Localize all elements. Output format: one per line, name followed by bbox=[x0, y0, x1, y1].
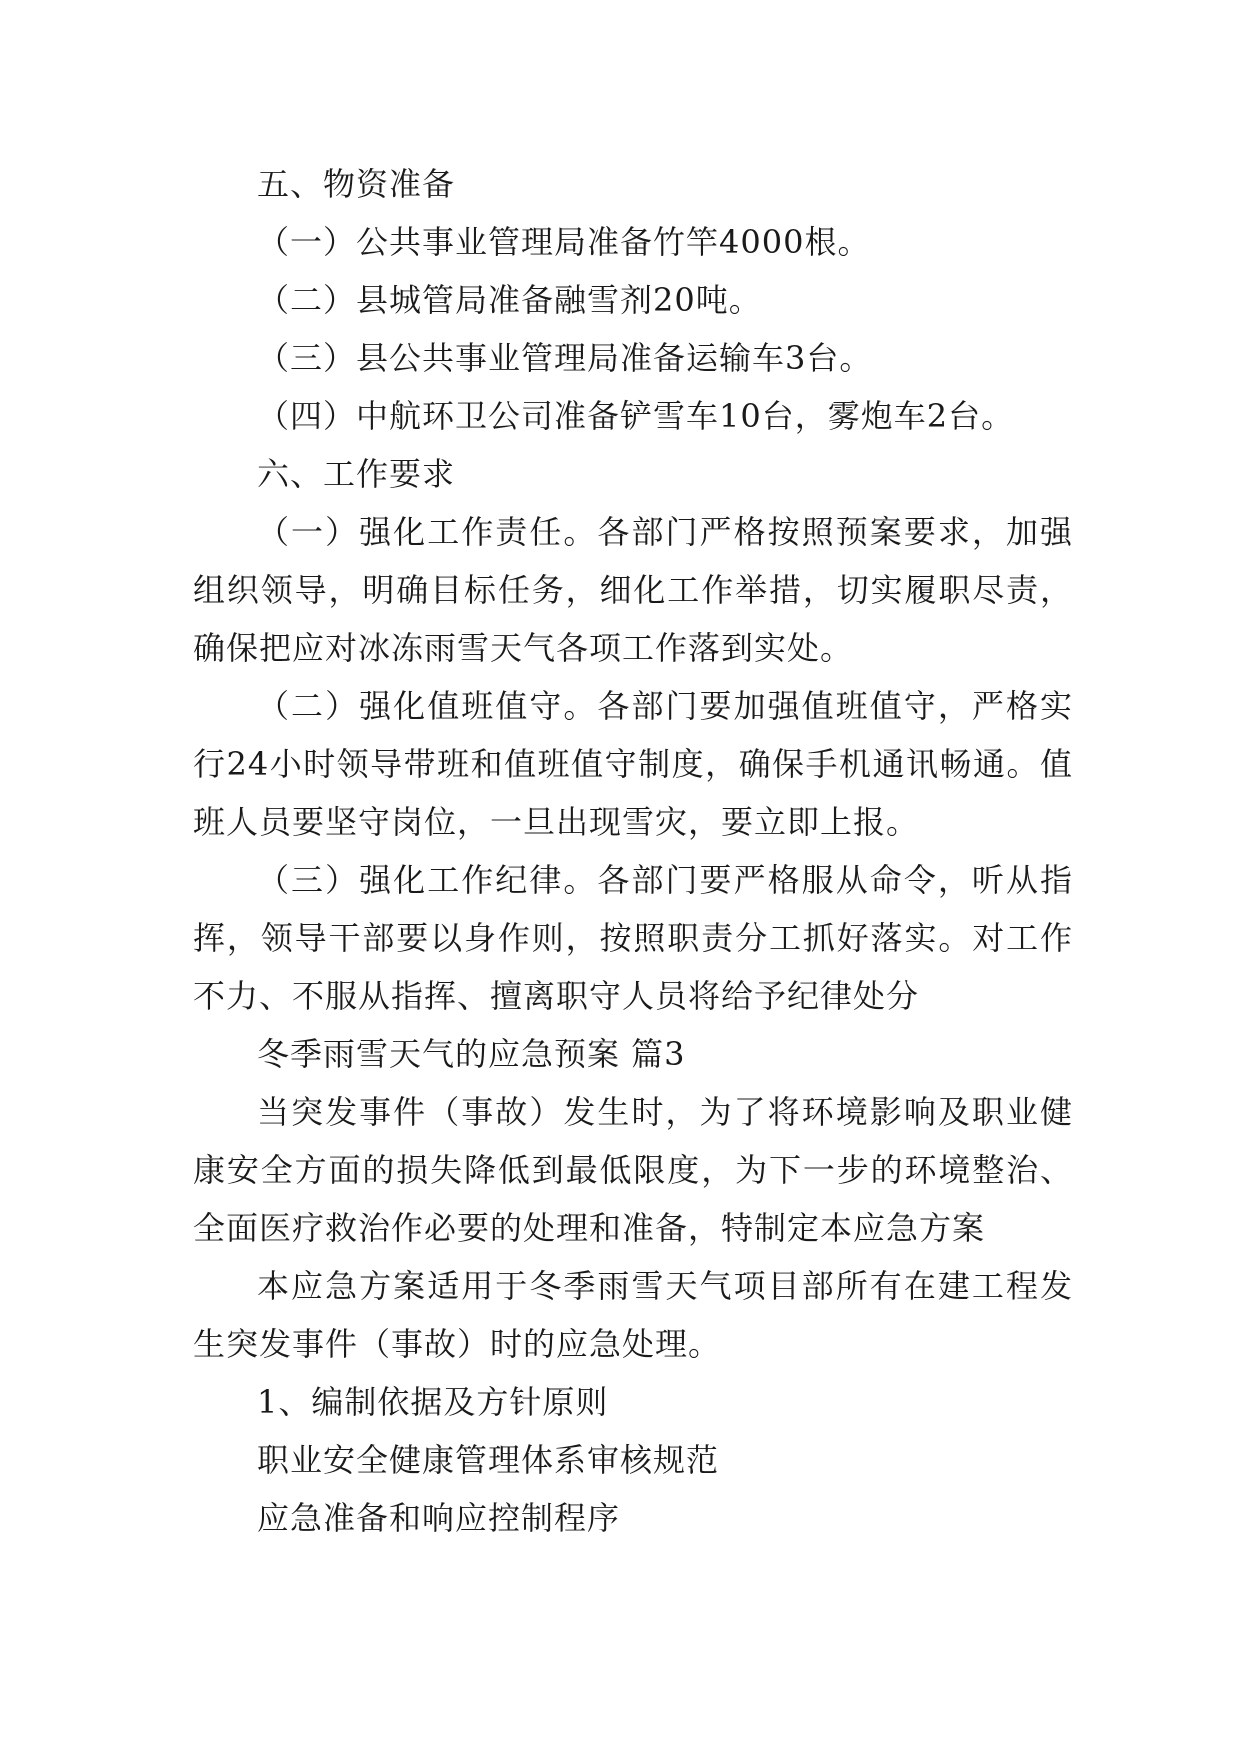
paragraph: （三）强化工作纪律。各部门要严格服从命令，听从指挥，领导干部要以身作则，按照职责分工抓好落实。对工作不力、不服从指挥、擅离职守人员将给予纪律处分 bbox=[193, 861, 1073, 1015]
section-heading-materials: 五、物资准备 bbox=[257, 165, 456, 203]
paragraph: （一）强化工作责任。各部门严格按照预案要求，加强组织领导，明确目标任务，细化工作举措，切实履职尽责，确保把应对冰冻雨雪天气各项工作落到实处。 bbox=[193, 513, 1073, 667]
section-heading-requirements: 六、工作要求 bbox=[257, 455, 456, 493]
list-item: （一）公共事业管理局准备竹竿4000根。 bbox=[257, 223, 871, 261]
paragraph: 本应急方案适用于冬季雨雪天气项目部所有在建工程发生突发事件（事故）时的应急处理。 bbox=[193, 1267, 1073, 1363]
document-body bbox=[193, 155, 1073, 1547]
list-item: （四）中航环卫公司准备铲雪车10台，雾炮车2台。 bbox=[257, 397, 1015, 435]
paragraph: 当突发事件（事故）发生时，为了将环境影响及职业健康安全方面的损失降低到最低限度，为下一步的环境整治、全面医疗救治作必要的处理和准备，特制定本应急方案 bbox=[193, 1093, 1073, 1247]
article-title: 冬季雨雪天气的应急预案 篇3 bbox=[257, 1035, 686, 1073]
list-item: （三）县公共事业管理局准备运输车3台。 bbox=[257, 339, 873, 377]
list-item: 应急准备和响应控制程序 bbox=[257, 1499, 621, 1537]
list-item: （二）县城管局准备融雪剂20吨。 bbox=[257, 281, 762, 319]
paragraph: （二）强化值班值守。各部门要加强值班值守，严格实行24小时领导带班和值班值守制度，确保手机通讯畅通。值班人员要坚守岗位，一旦出现雪灾，要立即上报。 bbox=[193, 687, 1073, 841]
list-item: 职业安全健康管理体系审核规范 bbox=[257, 1441, 720, 1479]
section-heading-basis: 1、编制依据及方针原则 bbox=[257, 1383, 609, 1421]
